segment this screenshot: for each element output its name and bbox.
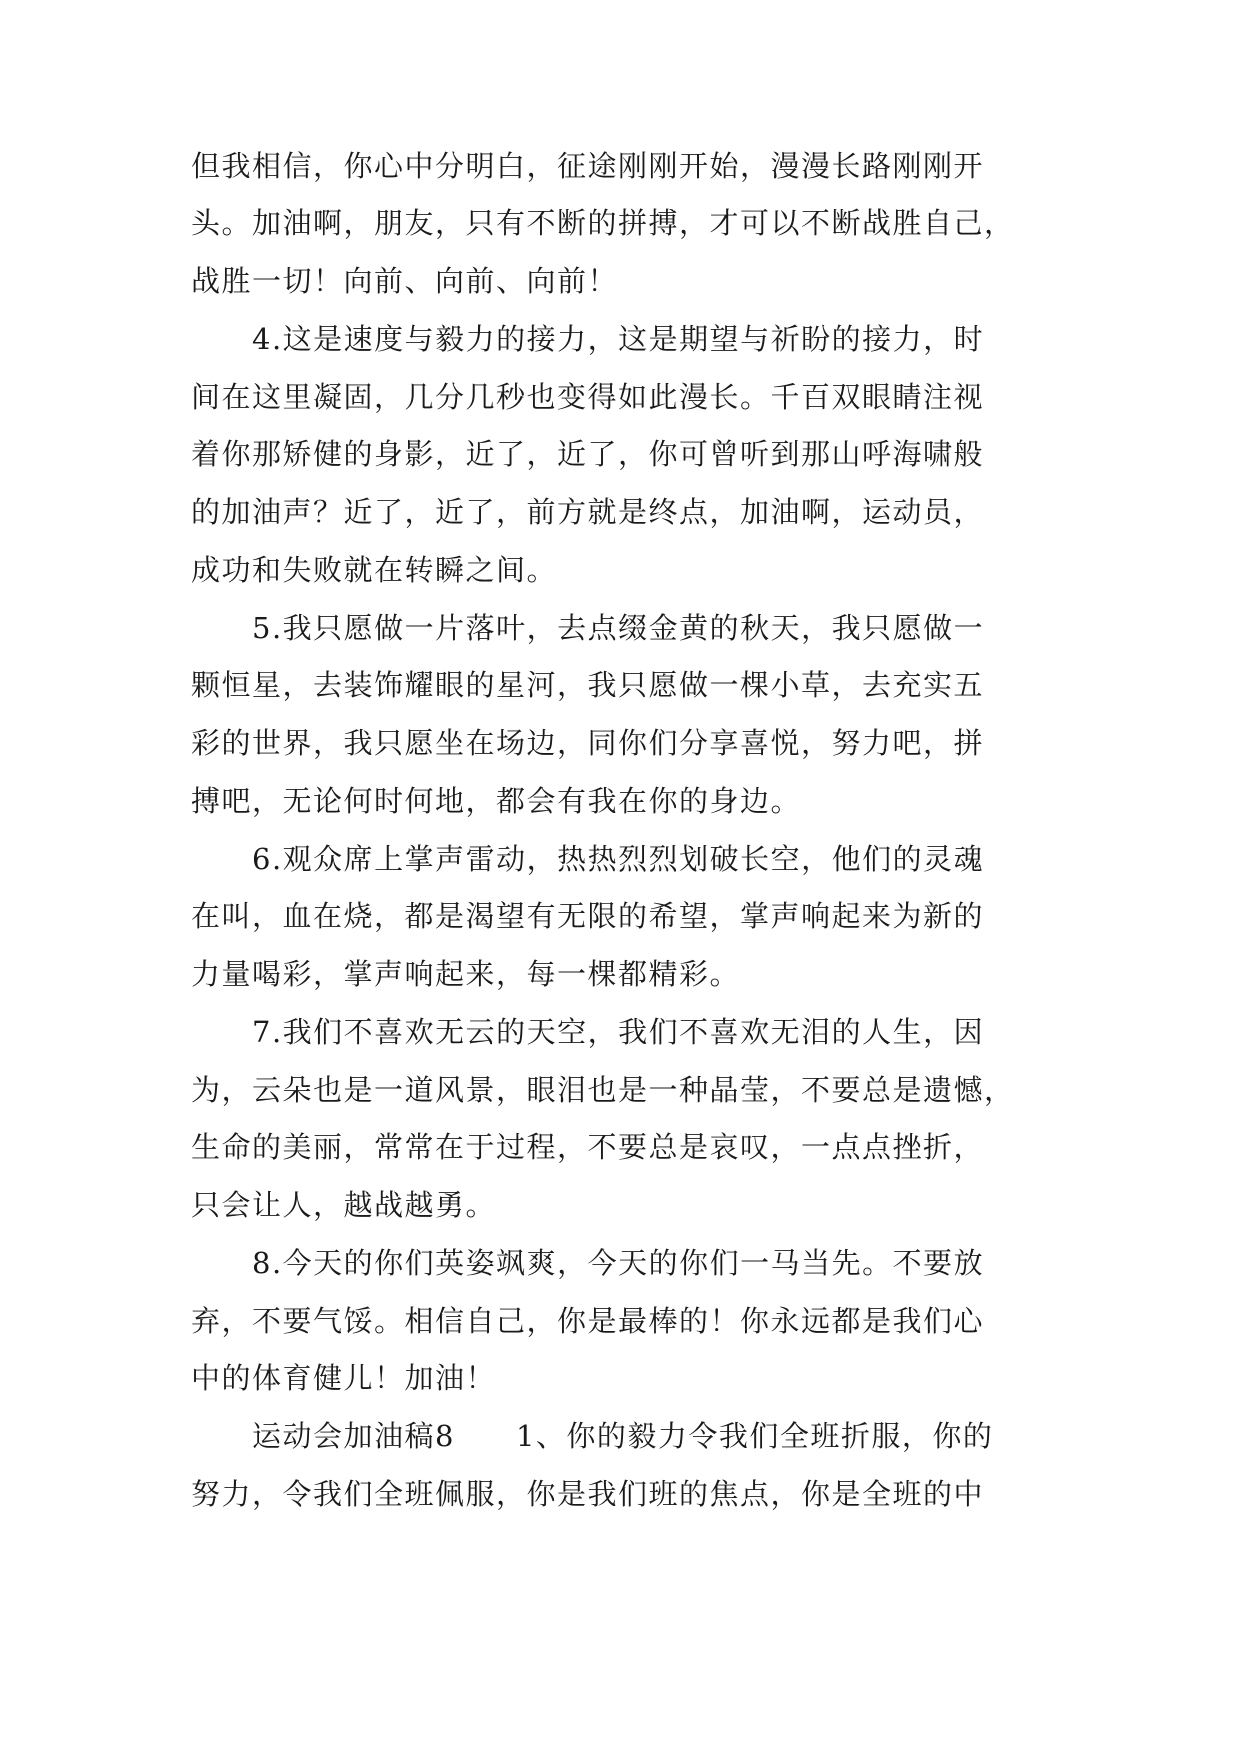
- text-line: 但我相信，你心中分明白，征途刚刚开始，漫漫长路刚刚开: [191, 149, 985, 183]
- text-line: 努力，令我们全班佩服，你是我们班的焦点，你是全班的中: [191, 1477, 985, 1511]
- text-line: 只会让人，越战越勇。: [191, 1188, 497, 1222]
- text-line: 成功和失败就在转瞬之间。: [191, 553, 558, 587]
- text-line: 力量喝彩，掌声响起来，每一棵都精彩。: [191, 957, 741, 991]
- text-line: 战胜一切！向前、向前、向前！: [191, 264, 619, 298]
- text-line: 生命的美丽，常常在于过程，不要总是哀叹，一点点挫折，: [191, 1130, 985, 1164]
- text-line: 间在这里凝固，几分几秒也变得如此漫长。千百双眼睛注视: [191, 380, 985, 414]
- text-line: 为，云朵也是一道风景，眼泪也是一种晶莹，不要总是遗憾，: [191, 1073, 1015, 1107]
- text-line: 中的体育健儿！加油！: [191, 1361, 497, 1395]
- text-line: 5.我只愿做一片落叶，去点缀金黄的秋天，我只愿做一: [191, 611, 985, 645]
- text-line: 头。加油啊，朋友，只有不断的拼搏，才可以不断战胜自己，: [191, 206, 1015, 240]
- text-line: 的加油声？近了，近了，前方就是终点，加油啊，运动员，: [191, 495, 985, 529]
- text-line: 搏吧，无论何时何地，都会有我在你的身边。: [191, 784, 802, 818]
- text-line: 彩的世界，我只愿坐在场边，同你们分享喜悦，努力吧，拼: [191, 726, 985, 760]
- text-line: 弃，不要气馁。相信自己，你是最棒的！你永远都是我们心: [191, 1304, 985, 1338]
- text-line: 8.今天的你们英姿飒爽，今天的你们一马当先。不要放: [191, 1246, 985, 1280]
- text-line: 6.观众席上掌声雷动，热热烈烈划破长空，他们的灵魂: [191, 842, 985, 876]
- text-line: 颗恒星，去装饰耀眼的星河，我只愿做一棵小草，去充实五: [191, 668, 985, 702]
- text-line: 运动会加油稿8 1、你的毅力令我们全班折服，你的: [191, 1419, 994, 1453]
- text-line: 在叫，血在烧，都是渴望有无限的希望，掌声响起来为新的: [191, 899, 985, 933]
- text-line: 着你那矫健的身影，近了，近了，你可曾听到那山呼海啸般: [191, 437, 985, 471]
- text-line: 7.我们不喜欢无云的天空，我们不喜欢无泪的人生，因: [191, 1015, 985, 1049]
- text-line: 4.这是速度与毅力的接力，这是期望与祈盼的接力，时: [191, 322, 985, 356]
